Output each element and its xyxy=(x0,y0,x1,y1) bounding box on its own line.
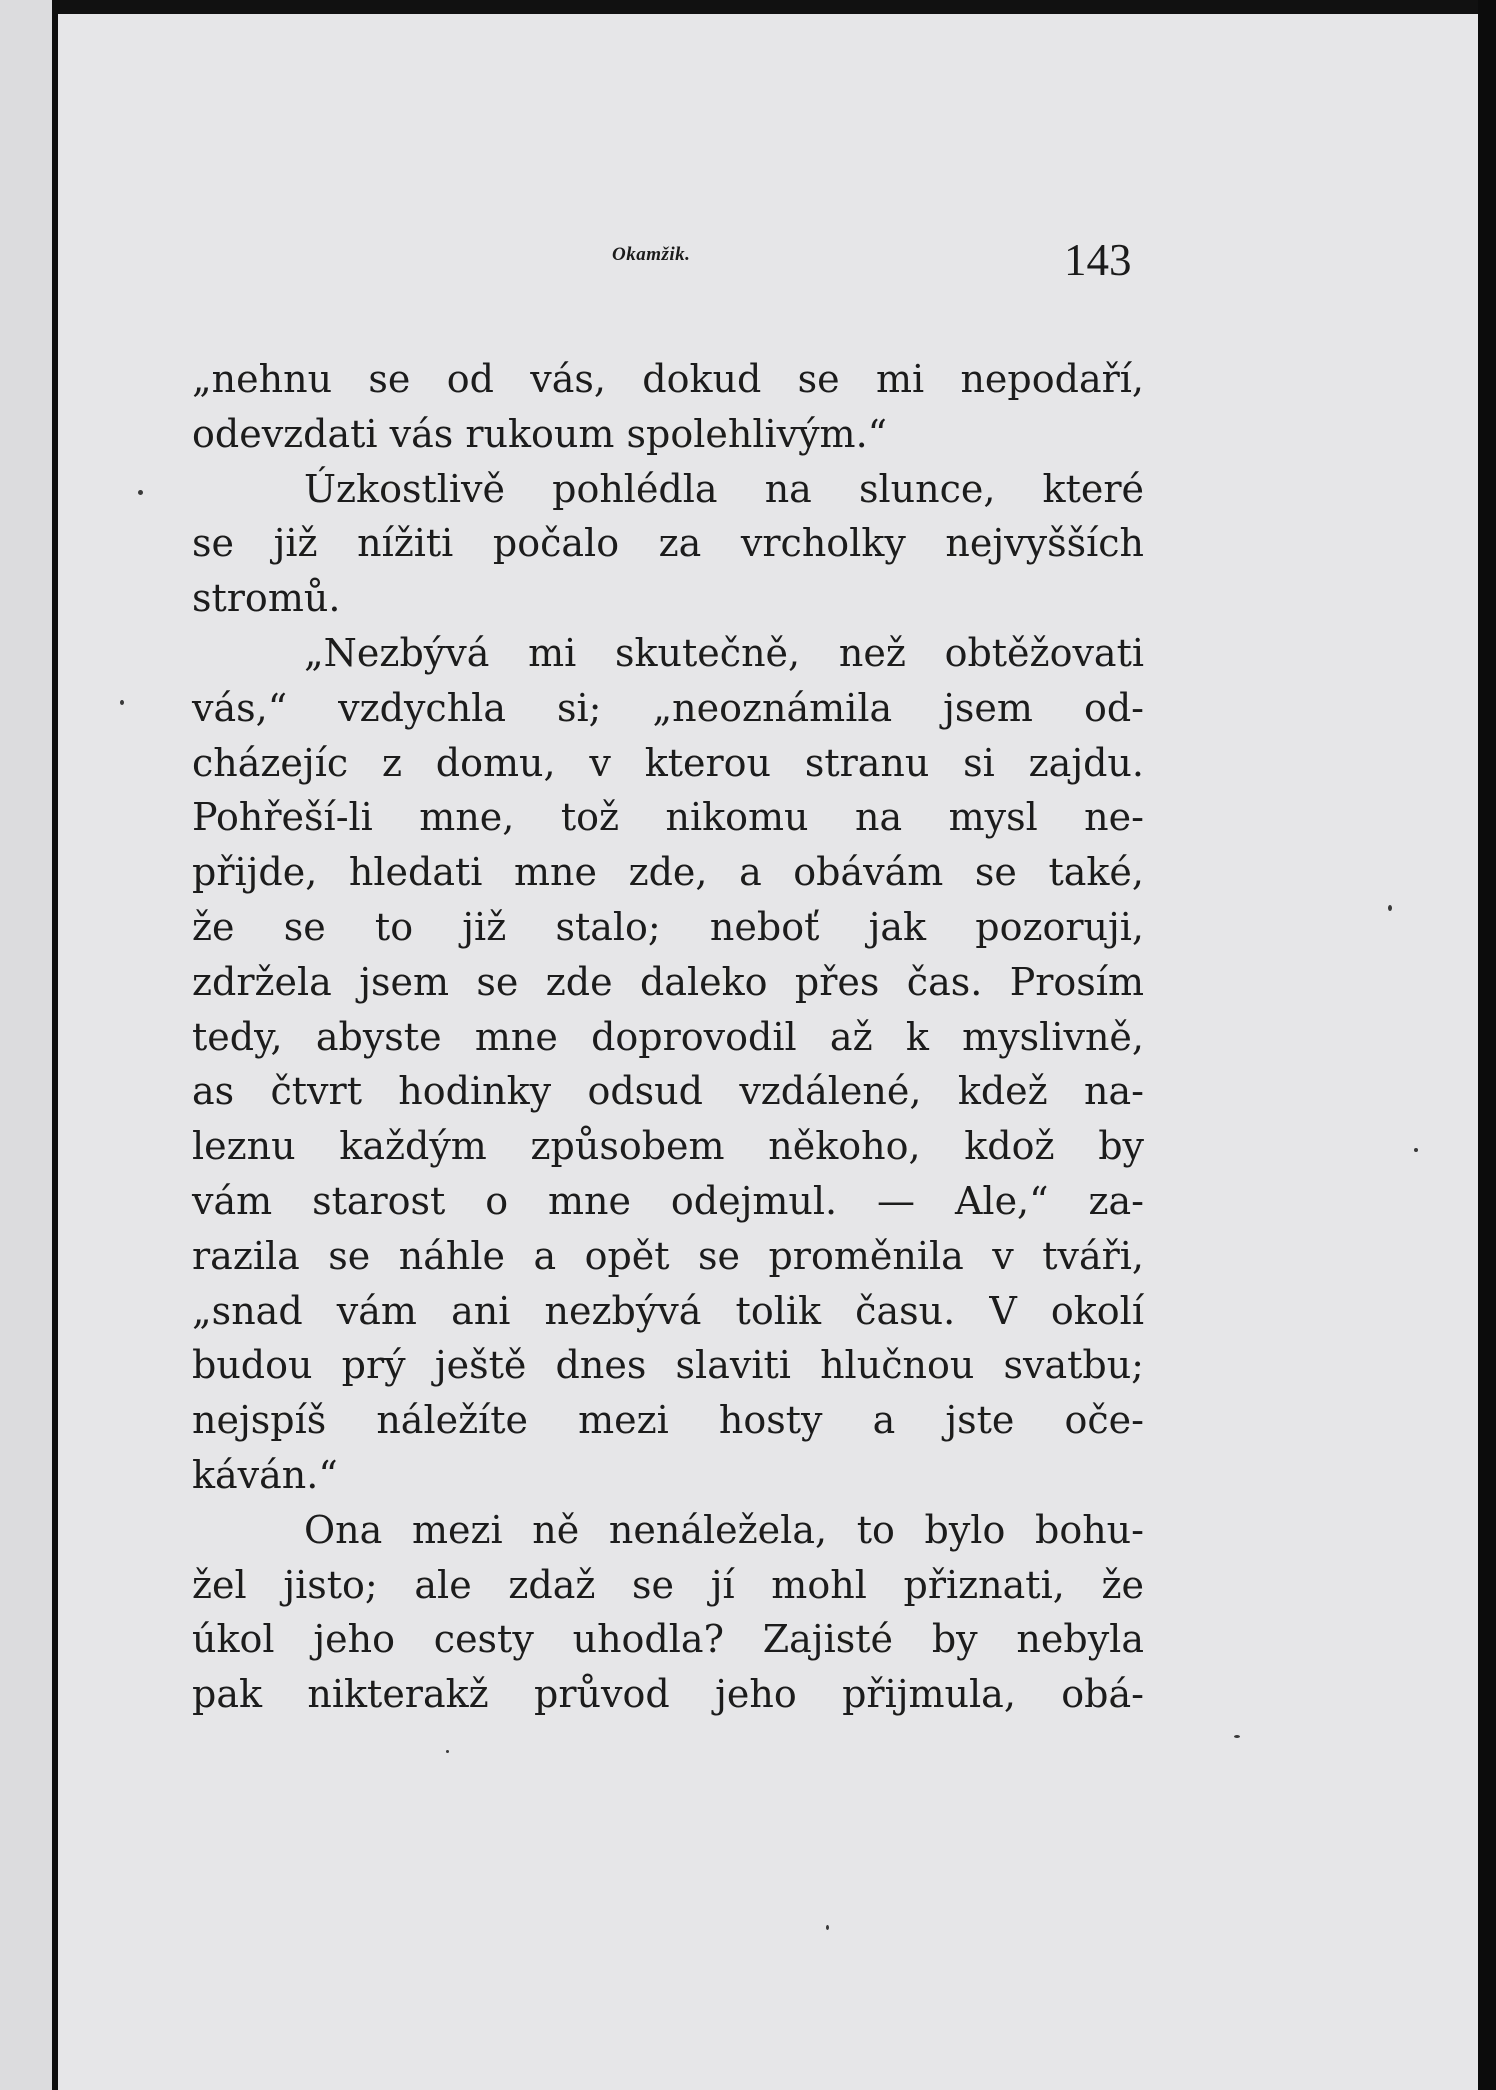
text-line: zdržela jsem se zde daleko přes čas. Prosím xyxy=(192,959,1144,1004)
text-line: se již nížiti počalo za vrcholky nejvyšších xyxy=(192,521,1144,566)
paper-speck xyxy=(120,700,124,705)
text-line: že se to již stalo; neboť jak pozoruji, xyxy=(192,904,1144,949)
paper-speck xyxy=(826,1925,829,1930)
paper-speck xyxy=(446,1750,449,1753)
text-line: cházejíc z domu, v kterou stranu si zajdu. xyxy=(192,740,1144,785)
text-line: úkol jeho cesty uhodla? Zajisté by nebyla xyxy=(192,1617,1144,1662)
text-line: odevzdati vás rukoum spolehlivým.“ xyxy=(192,411,888,456)
text-line: pak nikterakž průvod jeho přijmula, obá- xyxy=(192,1672,1144,1717)
text-line: Pohřeší-li mne, tož nikomu na mysl ne- xyxy=(192,795,1144,840)
text-line: přijde, hledati mne zde, a obávám se také, xyxy=(192,850,1144,895)
text-line: stromů. xyxy=(192,576,341,621)
facing-page-edge xyxy=(0,0,58,2090)
right-scan-border xyxy=(1478,0,1496,2090)
text-line: budou prý ještě dnes slaviti hlučnou svatbu; xyxy=(192,1343,1144,1388)
text-line: leznu každým způsobem někoho, kdož by xyxy=(192,1124,1144,1169)
paper-speck xyxy=(1234,1735,1240,1738)
text-line: vám starost o mne odejmul. — Ale,“ za- xyxy=(192,1178,1144,1223)
text-line: vás,“ vzdychla si; „neoznámila jsem od- xyxy=(192,685,1144,730)
text-line: Ona mezi ně nenáležela, to bylo bohu- xyxy=(304,1507,1144,1552)
text-line: káván.“ xyxy=(192,1452,338,1497)
text-line: „Nezbývá mi skutečně, než obtěžovati xyxy=(304,630,1144,675)
body-text xyxy=(192,352,1144,1722)
paper-speck xyxy=(1414,1148,1418,1152)
paper-speck xyxy=(138,490,143,495)
text-line: žel jisto; ale zdaž se jí mohl přiznati, že xyxy=(192,1562,1144,1607)
page-number: 143 xyxy=(1064,235,1132,285)
text-line: tedy, abyste mne doprovodil až k myslivně, xyxy=(192,1014,1144,1059)
text-line: „nehnu se od vás, dokud se mi nepodaří, xyxy=(192,357,1144,401)
text-line: nejspíš náležíte mezi hosty a jste oče- xyxy=(192,1398,1144,1443)
paper-speck xyxy=(1388,905,1392,911)
text-line: „snad vám ani nezbývá tolik času. V okolí xyxy=(192,1288,1144,1333)
text-line: as čtvrt hodinky odsud vzdálené, kdež na- xyxy=(192,1069,1144,1114)
text-line: razila se náhle a opět se proměnila v tváři, xyxy=(192,1233,1144,1278)
running-head: Okamžik. xyxy=(612,244,691,265)
text-line: Úzkostlivě pohlédla na slunce, které xyxy=(304,466,1144,511)
